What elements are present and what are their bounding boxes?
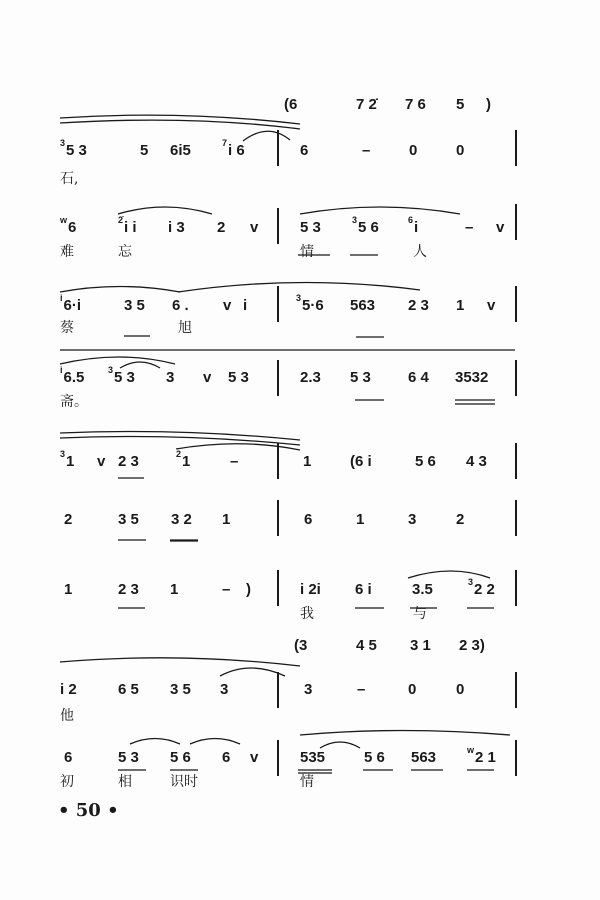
note-text: 2 (456, 511, 465, 528)
lyric: 与 (413, 606, 427, 622)
note-group (118, 582, 139, 598)
note-group (364, 750, 385, 766)
note-group (350, 454, 372, 470)
note-text: i 6 (228, 142, 245, 159)
note-group (300, 750, 325, 766)
bar-line (277, 570, 279, 606)
note-text: 3 (304, 681, 313, 698)
note-text: i i (124, 219, 137, 236)
note-text: 5 6 (415, 453, 436, 470)
note-text: v (223, 297, 232, 314)
note-text: 6·i (63, 297, 82, 314)
note-group (456, 143, 464, 159)
note-text: – (362, 142, 371, 159)
note-text: 535 (300, 749, 326, 766)
note-text: 3 1 (410, 637, 431, 654)
note-group (350, 370, 371, 386)
note-text: 2 3 (118, 453, 139, 470)
grace-note: 2̇ (118, 215, 124, 225)
note-group (304, 512, 312, 528)
note-group (60, 682, 77, 698)
lyric: 斋。 (60, 394, 88, 410)
note-group (140, 143, 148, 159)
note-text: v (97, 453, 106, 470)
note-text: 1 (64, 581, 73, 598)
note-text: 6 4 (408, 369, 429, 386)
bar-line (277, 740, 279, 776)
note-text: 5 6 (170, 749, 191, 766)
note-text: 5 6 (364, 749, 385, 766)
note-group (468, 577, 495, 599)
note-text: 3 5 (118, 511, 139, 528)
bar-line (515, 443, 517, 479)
bar-line (515, 570, 517, 606)
note-group (409, 143, 417, 159)
bar-line (515, 672, 517, 708)
note-group (466, 454, 487, 470)
note-group (408, 298, 429, 314)
note-group (294, 638, 307, 654)
note-text: 5 3 (350, 369, 371, 386)
note-group (243, 298, 247, 314)
note-text: 6 (64, 749, 73, 766)
bar-line (277, 500, 279, 536)
note-text: 563 (350, 297, 376, 314)
note-text: 1 (303, 453, 312, 470)
note-text: v (250, 219, 259, 236)
lyric: 蔡 (60, 320, 74, 336)
note-text: 0 (409, 142, 418, 159)
lyric: 初 (60, 774, 74, 790)
note-text: 2.3 (300, 369, 321, 386)
note-text: 2 3 (408, 297, 429, 314)
note-text: 3 5 (170, 681, 191, 698)
note-text: 3 2 (171, 511, 192, 528)
note-group (408, 512, 416, 528)
note-text: 1 (170, 581, 179, 598)
note-text: 6.5 (63, 369, 85, 386)
note-group (357, 682, 365, 698)
note-group (118, 750, 139, 766)
note-text: 6 (222, 749, 231, 766)
note-group (300, 582, 321, 598)
note-group (300, 220, 321, 236)
note-text: i 2i (300, 581, 321, 598)
note-group (356, 512, 364, 528)
note-group (222, 750, 230, 766)
note-group (456, 682, 464, 698)
grace-note: 3 (60, 138, 66, 148)
bar-line (277, 286, 279, 322)
note-text: 2 (64, 511, 73, 528)
grace-note: 2 (176, 449, 182, 459)
bar-line (515, 360, 517, 396)
note-text: v (487, 297, 496, 314)
note-group (350, 298, 375, 314)
note-text: 4 5 (356, 637, 377, 654)
note-group (118, 682, 139, 698)
note-group (168, 220, 185, 236)
note-text: 3 (220, 681, 229, 698)
note-text: i (243, 297, 248, 314)
note-text: v (203, 369, 212, 386)
note-group (222, 138, 245, 160)
note-text: 5·6 (302, 297, 324, 314)
bar-line (277, 360, 279, 396)
page-number: • 50 • (58, 800, 119, 821)
note-group (60, 293, 82, 315)
lyric: 忘 (118, 244, 132, 260)
lyric: 他 (60, 708, 74, 724)
grace-note: 6 (408, 215, 414, 225)
note-text: 1 (182, 453, 191, 470)
note-text: i 2 (60, 681, 77, 698)
note-text: – (222, 581, 231, 598)
note-text: 5 3 (228, 369, 249, 386)
note-group (456, 298, 464, 314)
note-group (356, 638, 377, 654)
note-group (411, 750, 436, 766)
note-group (300, 143, 308, 159)
note-group (486, 97, 491, 113)
note-text: 7 6 (405, 96, 426, 113)
note-group (250, 750, 258, 766)
grace-note: w (60, 215, 68, 225)
note-text: 6 (300, 142, 309, 159)
note-group (176, 449, 191, 471)
note-group (408, 370, 429, 386)
bar-line (515, 204, 517, 240)
note-text: 1 (222, 511, 231, 528)
note-group (487, 298, 495, 314)
bar-line (515, 500, 517, 536)
note-text: 6 (68, 219, 77, 236)
note-group (496, 220, 504, 236)
grace-note: 7 (222, 138, 228, 148)
note-group (465, 220, 473, 236)
note-text: 5 (140, 142, 149, 159)
lyric: 难 (60, 244, 74, 260)
note-group (60, 215, 77, 237)
note-group (467, 745, 496, 767)
bar-line (515, 286, 517, 322)
bar-line (515, 740, 517, 776)
note-group (64, 512, 72, 528)
note-group (300, 370, 321, 386)
note-text: 1 (356, 511, 365, 528)
note-text: 5 3 (300, 219, 321, 236)
note-group (166, 370, 174, 386)
note-group (60, 365, 85, 387)
note-text: 6 . (172, 297, 189, 314)
lyric: 石, (60, 171, 79, 187)
grace-note: 3 (468, 577, 474, 587)
bar-line (277, 208, 279, 244)
note-group (203, 370, 211, 386)
note-group (352, 215, 379, 237)
note-group (220, 682, 228, 698)
note-group (356, 97, 377, 113)
note-group (60, 449, 75, 471)
note-group (230, 454, 238, 470)
note-text: 4 3 (466, 453, 487, 470)
note-group (412, 582, 433, 598)
note-text: ) (246, 581, 251, 598)
note-text: – (357, 681, 366, 698)
lyric: 情 (300, 244, 314, 260)
note-text: 0 (408, 681, 417, 698)
note-text: 3 5 (124, 297, 145, 314)
note-text: i 3 (168, 219, 185, 236)
note-group (223, 298, 231, 314)
note-text: v (496, 219, 505, 236)
note-text: 3532 (455, 369, 489, 386)
lyric: 情 (300, 774, 314, 790)
note-group (408, 682, 416, 698)
bar-line (277, 443, 279, 479)
lyric: 识时 (170, 774, 198, 790)
note-group (170, 750, 191, 766)
note-text: – (465, 219, 474, 236)
note-text: 1 (66, 453, 75, 470)
note-text: ) (486, 96, 491, 113)
note-group (355, 582, 372, 598)
note-text: 3.5 (412, 581, 433, 598)
grace-note: 3 (60, 449, 66, 459)
note-group (246, 582, 251, 598)
note-group (60, 138, 87, 160)
lyric: 相 (118, 774, 132, 790)
note-group (222, 582, 230, 598)
bar-line (277, 130, 279, 166)
note-group (118, 454, 139, 470)
note-group (171, 512, 192, 528)
note-text: 3 (166, 369, 175, 386)
grace-note: 3 (108, 365, 114, 375)
note-group (296, 293, 324, 315)
note-text: 5 3 (114, 369, 135, 386)
note-group (108, 365, 135, 387)
note-text: 2 3 (118, 581, 139, 598)
note-text: 5 6 (358, 219, 379, 236)
note-group (118, 215, 137, 237)
note-group (455, 370, 488, 386)
grace-note: i (60, 365, 63, 375)
note-group (456, 97, 464, 113)
note-text: 2 1 (475, 749, 496, 766)
bar-line (277, 672, 279, 708)
grace-note: 3 (296, 293, 302, 303)
note-group (228, 370, 249, 386)
note-group (97, 454, 105, 470)
note-group (303, 454, 311, 470)
note-group (118, 512, 139, 528)
note-group (124, 298, 145, 314)
note-text: i (414, 219, 419, 236)
note-text: (6 i (350, 453, 372, 470)
grace-note: w (467, 745, 475, 755)
note-text: 5 3 (66, 142, 87, 159)
note-group (408, 215, 419, 237)
grace-note: 3 (352, 215, 358, 225)
note-text: – (230, 453, 239, 470)
note-group (170, 682, 191, 698)
note-text: 1 (456, 297, 465, 314)
note-text: (6 (284, 96, 298, 113)
note-group (459, 638, 485, 654)
lyric: 旭 (178, 320, 192, 336)
note-group (362, 143, 370, 159)
note-text: (3 (294, 637, 308, 654)
note-text: 2 3) (459, 637, 485, 654)
note-group (405, 97, 426, 113)
note-group (222, 512, 230, 528)
note-text: 5 3 (118, 749, 139, 766)
note-group (284, 97, 297, 113)
note-text: 5 (456, 96, 465, 113)
note-text: 2 (217, 219, 226, 236)
note-group (217, 220, 225, 236)
note-text: 2 2 (474, 581, 495, 598)
note-text: v (250, 749, 259, 766)
lyric: 我 (300, 606, 314, 622)
note-text: 6 i (355, 581, 372, 598)
note-text: 6i5 (170, 142, 191, 159)
note-group (250, 220, 258, 236)
note-text: 6 (304, 511, 313, 528)
note-text: 563 (411, 749, 437, 766)
note-group (172, 298, 189, 314)
note-group (456, 512, 464, 528)
note-text: 6 5 (118, 681, 139, 698)
note-text: 0 (456, 142, 465, 159)
note-text: 3 (408, 511, 417, 528)
note-text: 7 2̇ (356, 96, 377, 113)
bar-line (515, 130, 517, 166)
note-group (410, 638, 431, 654)
note-group (64, 750, 72, 766)
note-group (170, 143, 191, 159)
note-text: 0 (456, 681, 465, 698)
note-group (304, 682, 312, 698)
note-group (170, 582, 178, 598)
grace-note: i (60, 293, 63, 303)
lyric: 人 (413, 244, 427, 260)
note-group (415, 454, 436, 470)
note-group (64, 582, 72, 598)
